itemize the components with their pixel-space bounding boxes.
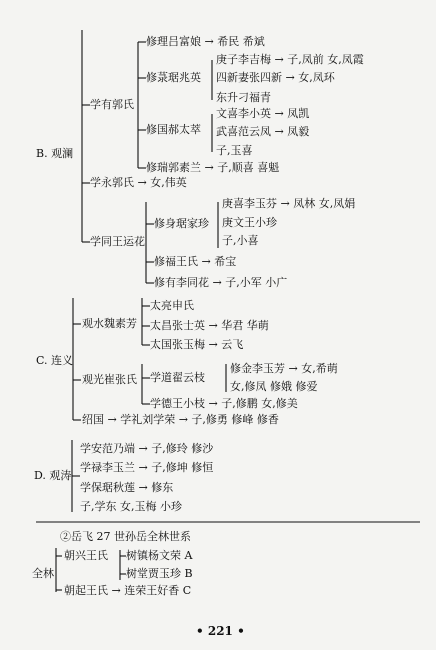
- node-taichang: 太昌张士英 → 华君 华萌: [150, 319, 269, 332]
- node-guanguang: 观光崔张氏: [82, 373, 137, 386]
- node-xuelu: 学禄李玉兰 → 子,修坤 修恒: [80, 461, 214, 474]
- node-xuetong: 学同王运花: [90, 235, 145, 248]
- node-xiujin: 修金李玉芳 → 女,希萌: [230, 362, 338, 375]
- node-nv-xiufeng: 女,修凤 修娥 修爱: [230, 380, 318, 393]
- node-dongsheng: 东升刁福青: [216, 91, 271, 104]
- node-xuede: 学德王小枝 → 子,修鹏 女,修美: [150, 397, 298, 410]
- node-xueyou: 学有郭氏: [90, 98, 134, 111]
- node-shutang: 树堂贾玉珍 B: [126, 567, 193, 580]
- node-gengzi: 庚子李吉梅 → 子,凤前 女,凤霞: [216, 53, 364, 66]
- node-xiurui: 修瑞郭素兰 → 子,顺喜 喜魁: [146, 161, 280, 174]
- section-heading: ②岳飞 27 世孙岳全林世系: [60, 530, 191, 543]
- branch-label-c: C. 连义: [36, 354, 74, 367]
- node-tailiang: 太亮申氏: [150, 299, 194, 312]
- node-chaoxing: 朝兴王氏: [64, 549, 108, 562]
- node-wuxi: 武喜范云凤 → 凤毅: [216, 125, 310, 138]
- node-xuean: 学安范乃端 → 子,修玲 修沙: [80, 442, 214, 455]
- node-shuzhen: 树镇杨文荣 A: [126, 549, 193, 562]
- branch-label-d: D. 观涛: [34, 469, 72, 482]
- branch-label-b: B. 观澜: [36, 147, 74, 160]
- node-xiuyou: 修有李同花 → 子,小军 小广: [154, 276, 288, 289]
- node-shaoguo: 绍国 → 学礼刘学荣 → 子,修勇 修峰 修香: [82, 413, 279, 426]
- node-gengwen: 庚文王小珍: [222, 216, 277, 229]
- node-chaoqi: 朝起王氏 → 连荣王好香 C: [64, 584, 192, 597]
- node-sixin: 四新妻张四新 → 女,凤环: [216, 71, 335, 84]
- node-xiushen: 修身琚家珍: [154, 217, 209, 230]
- node-xuebao: 学保琚秋莲 → 修东: [80, 481, 174, 494]
- node-wenxi: 文喜李小英 → 凤凯: [216, 107, 310, 120]
- node-gengxi: 庚喜李玉芬 → 凤林 女,凤娟: [222, 197, 356, 210]
- node-xuedao: 学道翟云枝: [150, 371, 205, 384]
- node-quanlin: 全林: [32, 567, 54, 580]
- node-guanshui: 观水魏素芳: [82, 317, 137, 330]
- node-taiguo: 太国张玉梅 → 云飞: [150, 338, 244, 351]
- node-xueyong: 学永郭氏 → 女,伟英: [90, 176, 187, 189]
- node-xiufu: 修福王氏 → 希宝: [154, 255, 237, 268]
- node-xiuli: 修理吕富娘 → 希民 希斌: [146, 35, 265, 48]
- node-zi-xuedong: 子,学东 女,玉梅 小珍: [80, 500, 182, 513]
- node-ziyuxi: 子,玉喜: [216, 144, 253, 157]
- page-number: • 221 •: [196, 624, 245, 638]
- node-zixiaoxi: 子,小喜: [222, 234, 259, 247]
- node-xiuguo: 修国郝太萃: [146, 123, 201, 136]
- node-xiulu: 修菉琚兆英: [146, 71, 201, 84]
